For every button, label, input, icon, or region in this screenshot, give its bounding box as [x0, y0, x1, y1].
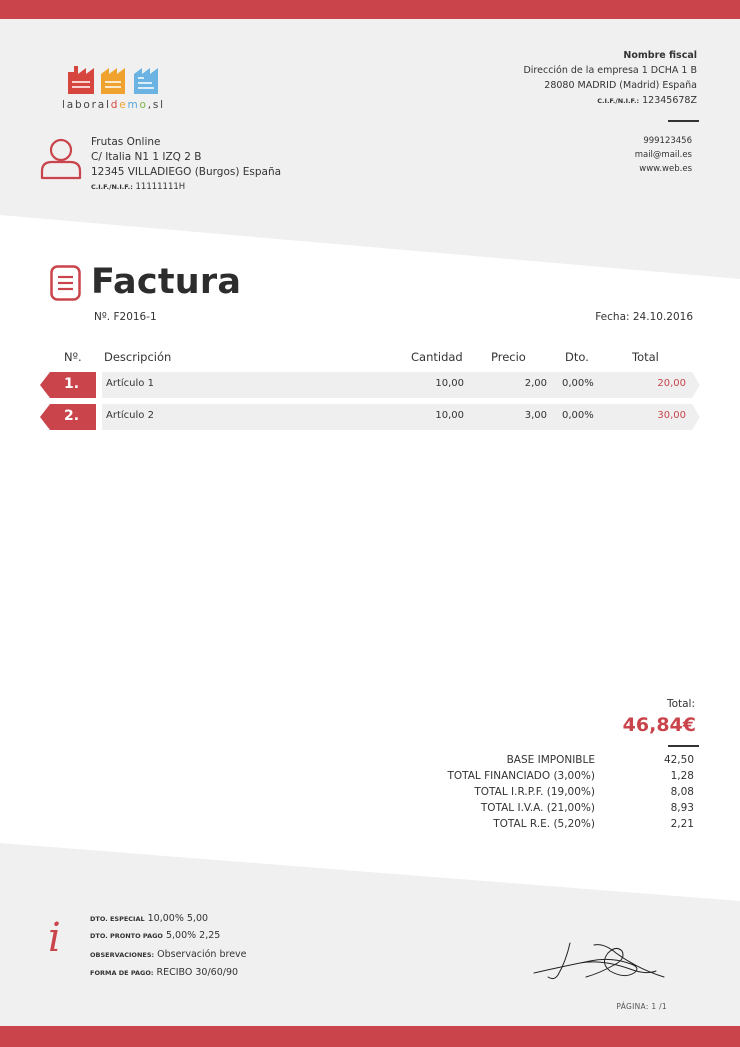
row-background	[102, 372, 700, 398]
company-phone: 999123456	[643, 136, 692, 146]
header-description: Descripción	[104, 350, 172, 364]
summary-label: BASE IMPONIBLE	[506, 754, 595, 766]
row-quantity: 10,00	[435, 410, 464, 421]
invoice-date: Fecha: 24.10.2016	[595, 311, 693, 323]
row-price: 2,00	[524, 378, 547, 389]
table-row	[40, 404, 700, 430]
table-row	[40, 372, 700, 398]
summary-label: TOTAL FINANCIADO (3,00%)	[447, 770, 595, 782]
company-address: Dirección de la empresa 1 DCHA 1 B	[523, 65, 697, 76]
footer-observations: OBSERVACIONES: Observación breve	[90, 949, 247, 960]
total-amount: 46,84€	[622, 714, 696, 736]
footer-payment-method: FORMA DE PAGO: RECIBO 30/60/90	[90, 967, 239, 978]
row-number: 2.	[64, 408, 80, 424]
client-cif: C.I.F./N.I.F.: 11111111H	[91, 182, 186, 192]
header-price: Precio	[491, 350, 526, 364]
summary-row	[0, 818, 740, 834]
company-info	[523, 48, 697, 109]
row-total: 30,00	[657, 410, 686, 421]
row-discount: 0,00%	[562, 410, 594, 421]
summary-value: 42,50	[663, 754, 694, 766]
row-background	[102, 404, 700, 430]
row-description: Artículo 1	[106, 378, 154, 389]
header-discount: Dto.	[565, 350, 589, 364]
summary-row	[0, 786, 740, 802]
header-num: Nº.	[64, 350, 82, 364]
company-cif: C.I.F./N.I.F.: 12345678Z	[597, 95, 697, 106]
row-discount: 0,00%	[562, 378, 594, 389]
company-contact	[635, 134, 692, 176]
company-city: 28080 MADRID (Madrid) España	[544, 80, 697, 91]
summary-value: 8,93	[670, 802, 694, 814]
header-quantity: Cantidad	[411, 350, 463, 364]
row-price: 3,00	[524, 410, 547, 421]
summary-row	[0, 770, 740, 786]
total-label: Total:	[666, 698, 695, 710]
client-info	[91, 135, 281, 195]
logo-wordmark: laboraldemo,sl	[62, 99, 165, 111]
page-number: PÁGINA: 1 /1	[616, 1002, 667, 1011]
signature	[530, 933, 670, 985]
user-icon	[40, 136, 82, 180]
client-name: Frutas Online	[91, 136, 161, 148]
document-icon	[50, 265, 81, 301]
footer-early-payment-discount: DTO. PRONTO PAGO 5,00% 2,25	[90, 930, 221, 941]
summary-value: 1,28	[670, 770, 694, 782]
total-divider	[668, 745, 699, 747]
footer-special-discount: DTO. ESPECIAL 10,00% 5,00	[90, 913, 209, 924]
company-divider	[668, 120, 699, 122]
company-email: mail@mail.es	[634, 150, 692, 160]
top-accent-bar	[0, 0, 740, 19]
info-icon: i	[48, 915, 61, 961]
row-description: Artículo 2	[106, 410, 154, 421]
client-city: 12345 VILLADIEGO (Burgos) España	[91, 166, 282, 178]
header-total: Total	[632, 350, 659, 364]
summary-value: 2,21	[670, 818, 694, 830]
invoice-number: Nº. F2016-1	[94, 311, 157, 323]
company-name: Nombre fiscal	[623, 50, 697, 61]
company-web: www.web.es	[639, 164, 692, 174]
page-title: Factura	[91, 262, 242, 302]
row-number: 1.	[64, 376, 80, 392]
row-quantity: 10,00	[435, 378, 464, 389]
summary-value: 8,08	[670, 786, 694, 798]
row-total: 20,00	[657, 378, 686, 389]
summary-row	[0, 754, 740, 770]
bottom-accent-bar	[0, 1026, 740, 1047]
summary-row	[0, 802, 740, 818]
summary-label: TOTAL I.R.P.F. (19,00%)	[474, 786, 595, 798]
client-address: C/ Italia N1 1 IZQ 2 B	[91, 151, 202, 163]
summary-label: TOTAL I.V.A. (21,00%)	[480, 802, 595, 814]
summary-label: TOTAL R.E. (5,20%)	[493, 818, 595, 830]
